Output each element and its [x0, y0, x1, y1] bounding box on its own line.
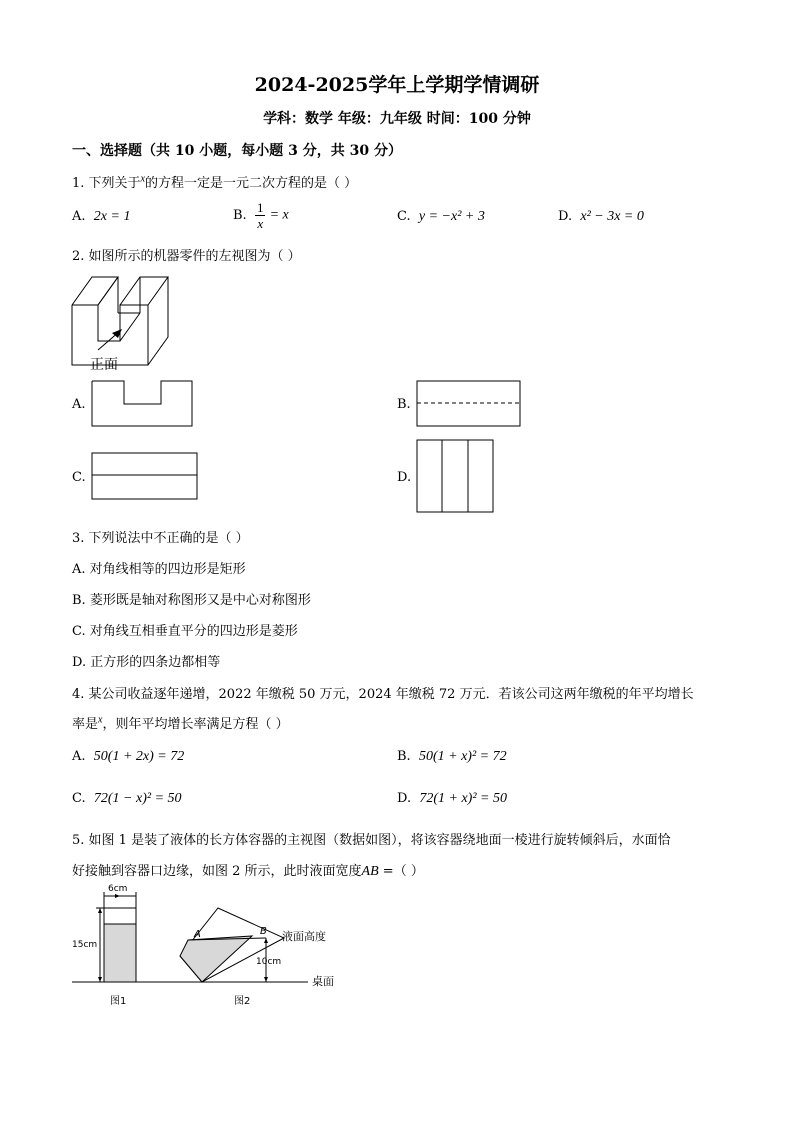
q4-option-d-expr: 72(1 + x)² = 50: [419, 791, 507, 806]
q1-stem-var: x: [140, 173, 145, 185]
arrow-head: [115, 894, 120, 898]
point-b-label: B: [260, 926, 267, 937]
fraction-numerator: 1: [256, 200, 264, 215]
fraction-denominator: x: [257, 216, 264, 231]
q2-option-a-letter: A.: [72, 397, 86, 412]
q4-option-c-expr: 72(1 − x)² = 50: [93, 791, 182, 806]
q4-line2-text: 率是: [72, 717, 99, 732]
q2-option-d-figure: [416, 439, 495, 514]
q2-option-a-figure: [91, 380, 195, 428]
q4-option-d: [397, 791, 507, 807]
q1-option-b: [233, 200, 289, 231]
q2-option-d-letter: D.: [397, 470, 412, 485]
q3-option-c: C. 对角线互相垂直平分的四边形是菱形: [72, 624, 298, 639]
figure-1-caption: 图1: [110, 996, 127, 1007]
q2-option-b-letter: B.: [397, 397, 411, 412]
q4-option-a: [72, 749, 184, 765]
option-letter: C.: [397, 209, 411, 224]
table-label: 桌面: [312, 975, 334, 988]
q1-option-c: [397, 209, 485, 225]
q1-stem-text: 1. 下列关于: [72, 176, 141, 191]
q5-line2-var: AB: [361, 864, 379, 879]
q4-line2-var: x: [98, 714, 103, 726]
point-a-label: A: [194, 929, 201, 940]
question-4-line-2: [72, 713, 289, 732]
arrow-head: [98, 908, 102, 913]
option-letter: A.: [72, 749, 86, 764]
question-1-stem: [72, 172, 357, 191]
q1-option-a: [72, 209, 130, 225]
liquid-height-label: 液面高度: [282, 930, 326, 943]
notch-edge: [98, 277, 118, 305]
question-5-line-1: 5. 如图 1 是装了液体的长方体容器的主视图（数据如图），将该容器绕地面一棱进行旋转倾斜后，水面恰: [72, 833, 671, 848]
arrow-head: [264, 977, 268, 982]
container-figures: [68, 880, 348, 1010]
question-2-stem: 2. 如图所示的机器零件的左视图为（ ）: [72, 249, 301, 264]
q3-option-d: D. 正方形的四条边都相等: [72, 655, 221, 670]
option-letter: B.: [397, 749, 411, 764]
question-5-line-2: [72, 860, 424, 880]
right-block-top: [120, 277, 168, 305]
option-letter: C.: [72, 791, 86, 806]
question-3-stem: 3. 下列说法中不正确的是（ ）: [72, 531, 249, 546]
left-block-top: [72, 277, 118, 305]
q1-option-c-expr: y = −x² + 3: [418, 209, 485, 224]
q4-option-b: [397, 749, 507, 765]
q4-line2-text-2: ，则年平均增长率满足方程（ ）: [102, 717, 289, 732]
q2-option-b-figure: [416, 380, 522, 428]
machine-part-figure: [68, 265, 203, 375]
width-label: 6cm: [108, 884, 128, 894]
q2-option-c-letter: C.: [72, 470, 86, 485]
rect-outline: [417, 440, 493, 512]
q4-option-c: [72, 791, 182, 807]
option-letter: D.: [558, 209, 573, 224]
q1-option-a-expr: 2x = 1: [93, 209, 131, 224]
front-label: 正面: [90, 357, 118, 373]
q2-option-c-figure: [91, 452, 199, 501]
option-letter: A.: [72, 209, 86, 224]
q4-option-b-expr: 50(1 + x)² = 72: [418, 749, 507, 764]
q5-line2-text: 好接触到容器口边缘，如图 2 所示，此时液面宽度: [72, 864, 362, 879]
page-title: 2024-2025学年上学期学情调研: [254, 74, 540, 96]
q3-option-b: B. 菱形既是轴对称图形又是中心对称图形: [72, 593, 311, 608]
figure-2-caption: 图2: [234, 996, 251, 1007]
q1-option-b-rest: = x: [269, 207, 289, 223]
height-label: 15cm: [72, 940, 98, 950]
arrow-head: [98, 977, 102, 982]
u-shape-view: [92, 381, 192, 426]
q1-option-d: [558, 209, 644, 225]
notch-edge: [120, 313, 140, 341]
option-letter: B.: [233, 208, 247, 223]
q5-line2-text-2: =（ ）: [382, 864, 424, 879]
depth-label: 10cm: [256, 957, 282, 967]
option-letter: D.: [397, 791, 412, 806]
section-heading: 一、选择题（共 10 小题，每小题 3 分，共 30 分）: [72, 143, 402, 159]
q1-option-b-fraction: [255, 200, 266, 231]
q1-stem-text-2: 的方程一定是一元二次方程的是（ ）: [145, 176, 358, 191]
question-4-line-1: 4. 某公司收益逐年递增，2022 年缴税 50 万元，2024 年缴税 72 万元．若该公司这两年缴税的年平均增长: [72, 687, 694, 702]
page-subtitle: 学科：数学 年级：九年级 时间：100 分钟: [263, 111, 531, 127]
fig1-liquid: [104, 924, 136, 982]
front-face: [72, 305, 148, 365]
q4-option-a-expr: 50(1 + 2x) = 72: [93, 749, 185, 764]
q1-option-d-expr: x² − 3x = 0: [580, 209, 644, 224]
rect-outline: [92, 453, 197, 499]
q3-option-a: A. 对角线相等的四边形是矩形: [72, 562, 246, 577]
